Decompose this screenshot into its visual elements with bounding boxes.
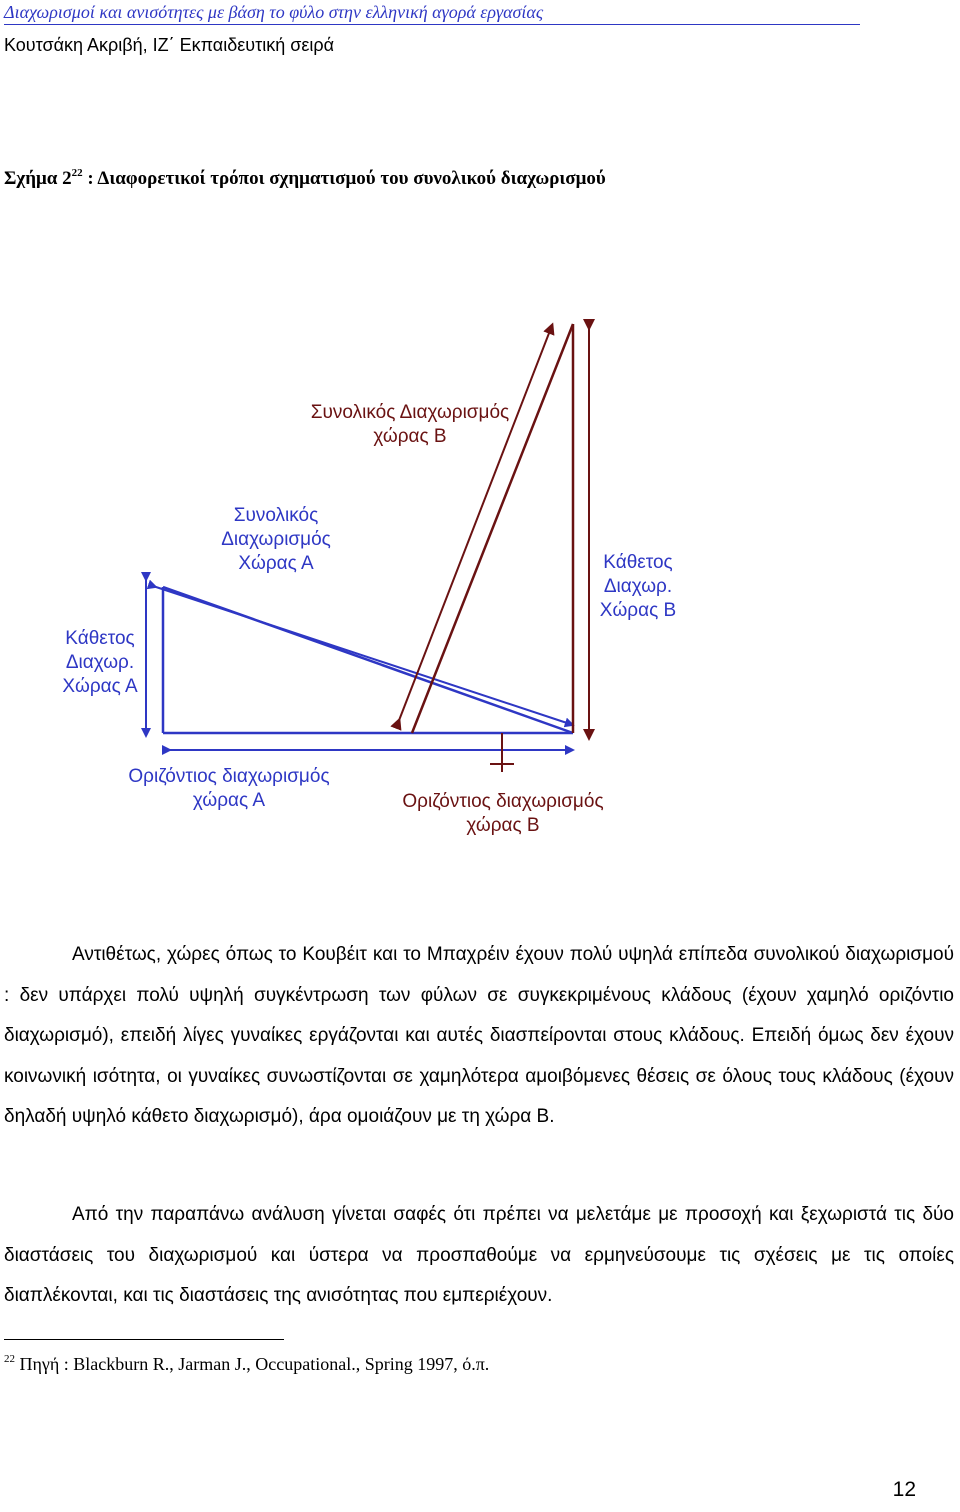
label-vertical-a [40,627,160,699]
footnote [4,1353,489,1375]
total-b-arrow [398,328,551,723]
label-vertical-b-line3: Χώρας Β [599,600,677,621]
label-total-a [196,504,356,576]
body-paragraph-1: Αντιθέτως, χώρες όπως το Κουβέιτ και το Μπαχρέιν έχουν πολύ υψηλά επίπεδα συνολικού διαχωρισμού : δεν υπάρχει πολύ υψηλή συγκέντρωση των φύλων σε συγκεκριμένους κλάδους (έχουν χαμηλό οριζόντιο διαχωρισμό), επειδή λίγες γυναίκες εργάζονται και αυτές διασπείρονται στους κλάδους. Επειδή όμως δεν έχουν κοινωνική ισότητα, οι γυναίκες συνωστίζονται σε χαμηλότερα αμοιβόμενες θέσεις σε όλους τους κλάδους (έχουν δηλαδή υψηλό κάθετο διαχωρισμό), άρα ομοιάζουν με τη χώρα Β. [4,944,954,1127]
caption-footnote-ref: 22 [71,167,83,179]
label-vertical-b-line1: Κάθετος [603,552,673,573]
label-horizontal-a-line1: Οριζόντιος διαχωρισμός [128,766,330,787]
body-paragraph-2: Από την παραπάνω ανάλυση γίνεται σαφές ότι πρέπει να μελετάμε με προσοχή και ξεχωριστά τις δύο διαστάσεις του διαχωρισμού και ύστερα να προσπαθούμε να ερμηνεύσουμε τις σχέσεις με τις οποίες διαπλέκονται, και τις διαστάσεις της ανισότητας που εμπεριέχουν. [4,1204,954,1306]
label-vertical-b [578,551,698,623]
running-header-title: Διαχωρισμοί και ανισότητες με βάση το φύλο στην ελληνική αγορά εργασίας [4,2,860,25]
label-total-b [290,401,530,449]
body-paragraph-1-block [4,935,954,1138]
footnote-number: 22 [4,1353,15,1365]
caption-prefix: Σχήμα 2 [4,168,72,189]
label-horizontal-a [104,765,354,813]
footnote-divider [4,1339,284,1340]
label-total-a-line1: Συνολικός [233,505,319,526]
total-a-arrow [153,586,570,724]
label-vertical-a-line1: Κάθετος [65,628,135,649]
label-total-b-line2: χώρας Β [373,426,447,447]
triangle-country-a [146,577,573,750]
running-header-subtitle: Κουτσάκη Ακριβή, ΙΖ΄ Εκπαιδευτική σειρά [4,35,334,55]
body-paragraph-2-block [4,1195,954,1317]
label-vertical-a-line3: Χώρας Α [62,676,138,697]
page-number: 12 [892,1478,916,1501]
footnote-text: Πηγή : Blackburn R., Jarman J., Occupational., Spring 1997, ό.π. [15,1354,490,1374]
hypotenuse-b [412,324,573,733]
label-horizontal-b [375,790,631,838]
label-vertical-a-line2: Διαχωρ. [65,652,135,673]
label-horizontal-a-line2: χώρας Α [192,790,266,811]
label-horizontal-b-line1: Οριζόντιος διαχωρισμός [402,791,604,812]
label-horizontal-b-line2: χώρας Β [466,815,540,836]
caption-text: : Διαφορετικοί τρόποι σχηματισμού του συνολικού διαχωρισμού [82,168,606,189]
label-total-a-line3: Χώρας Α [238,553,314,574]
label-vertical-b-line2: Διαχωρ. [603,576,673,597]
label-total-b-line1: Συνολικός Διαχωρισμός [310,402,510,423]
label-total-a-line2: Διαχωρισμός [221,529,331,550]
